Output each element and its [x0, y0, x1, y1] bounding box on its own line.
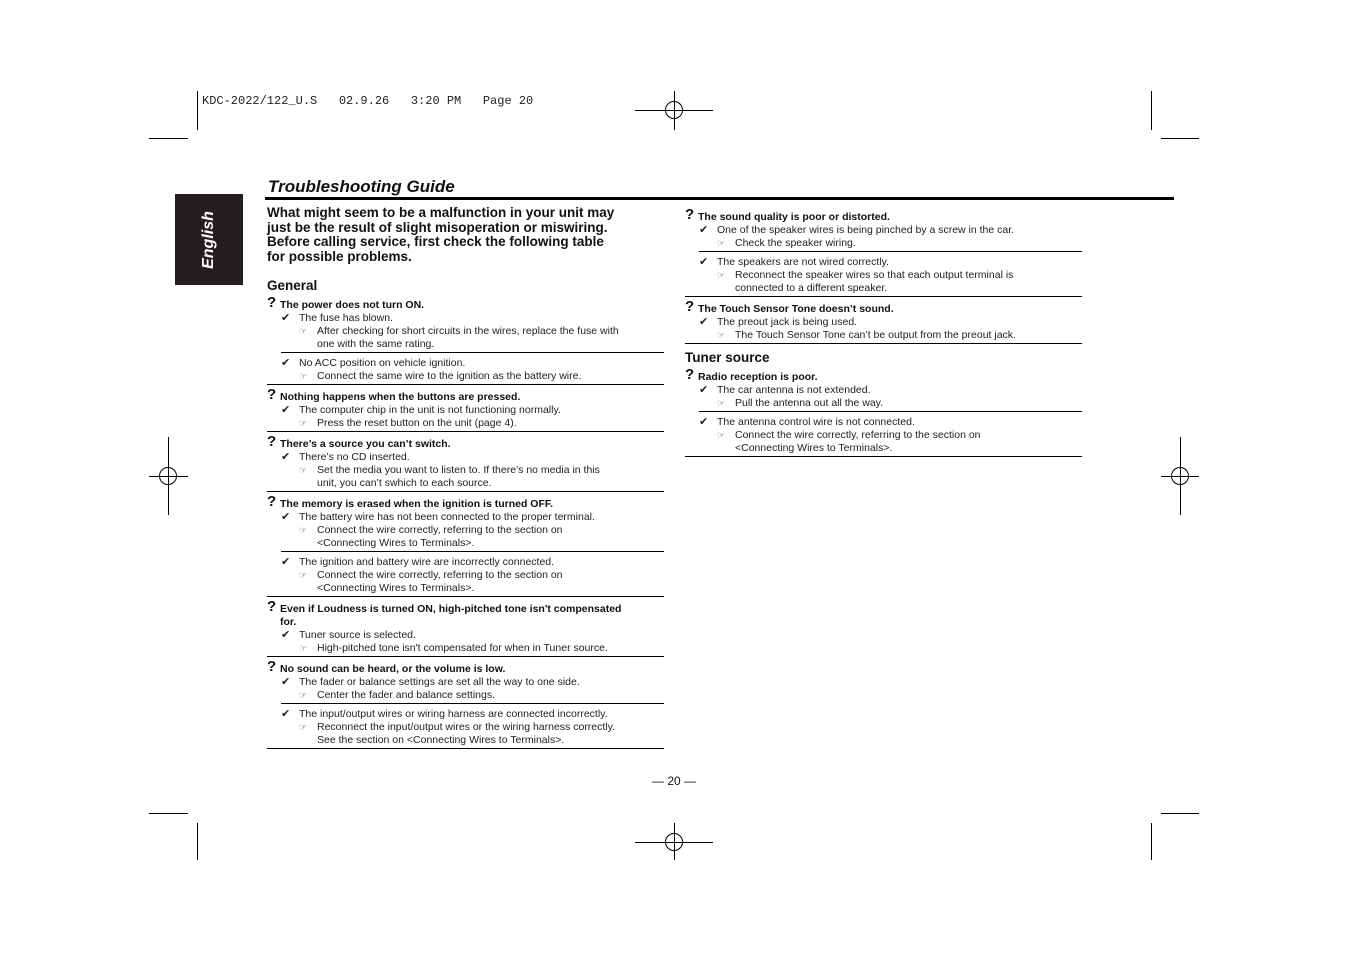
cause-block	[267, 357, 664, 385]
remedy-line	[281, 417, 664, 430]
checkmark-icon: ✔	[281, 676, 291, 688]
checkmark-icon: ✔	[281, 708, 291, 720]
remedy-text: Press the reset button on the unit (page 4).	[317, 417, 517, 429]
remedy-text: After checking for short circuits in the wires, replace the fuse with	[317, 325, 619, 337]
intro-line: just be the result of slight misoperation or miswiring.	[267, 219, 608, 235]
remedy-line	[281, 537, 664, 550]
checkmark-icon: ✔	[281, 357, 291, 369]
remedy-line	[699, 237, 1082, 250]
remedy-line	[281, 689, 664, 702]
pointing-hand-icon: ☞	[717, 398, 726, 408]
problem-title-line: The power does not turn ON.	[280, 299, 425, 311]
cause-text: The car antenna is not extended.	[717, 384, 871, 396]
remedy-text: Set the media you want to listen to. If there’s no media in this	[317, 464, 600, 476]
page-number: — 20 —	[652, 774, 697, 788]
cause-text: The input/output wires or wiring harness are connected incorrectly.	[299, 708, 608, 720]
cause-text: Tuner source is selected.	[299, 629, 416, 641]
intro-line: What might seem to be a malfunction in your unit may	[267, 205, 615, 220]
problem-title	[685, 366, 1082, 384]
remedy-line	[281, 734, 664, 747]
section-heading: Tuner source	[685, 350, 770, 365]
problem-title	[267, 433, 664, 451]
problem-title	[267, 658, 664, 676]
pointing-hand-icon: ☞	[717, 330, 726, 340]
cause-line	[281, 708, 664, 721]
cause-text: The fuse has blown.	[299, 312, 393, 324]
remedy-line	[281, 370, 664, 383]
cause-line	[281, 451, 664, 464]
remedy-line	[281, 338, 664, 351]
remedy-line	[281, 464, 664, 477]
cause-line	[281, 676, 664, 689]
checkmark-icon: ✔	[281, 404, 291, 416]
question-icon: ?	[267, 294, 277, 311]
checkmark-icon: ✔	[699, 416, 709, 428]
title-rule	[265, 197, 1174, 200]
question-icon: ?	[267, 433, 277, 450]
remedy-line	[699, 397, 1082, 410]
checkmark-icon: ✔	[281, 451, 291, 463]
problem-title-line: Radio reception is poor.	[698, 371, 818, 383]
cause-line	[281, 312, 664, 325]
remedy-text: <Connecting Wires to Terminals>.	[735, 442, 893, 454]
crop-mark	[1161, 138, 1199, 139]
remedy-text: See the section on <Connecting Wires to Terminals>.	[317, 734, 565, 746]
cause-line	[699, 416, 1082, 429]
pointing-hand-icon: ☞	[299, 690, 308, 700]
pointing-hand-icon: ☞	[299, 643, 308, 653]
cause-block	[685, 256, 1082, 297]
pointing-hand-icon: ☞	[717, 270, 726, 280]
cause-text: The preout jack is being used.	[717, 316, 858, 328]
cause-text: No ACC position on vehicle ignition.	[299, 357, 466, 369]
remedy-line	[281, 477, 664, 490]
question-icon: ?	[685, 206, 695, 223]
cause-block	[685, 416, 1082, 457]
crop-mark	[1151, 91, 1152, 130]
cause-block	[267, 404, 664, 432]
problem-title-line: for.	[280, 616, 297, 628]
remedy-text: Connect the same wire to the ignition as the battery wire.	[317, 370, 582, 382]
cause-block	[699, 224, 1082, 252]
cause-text: The fader or balance settings are set all the way to one side.	[299, 676, 580, 688]
problem-title	[267, 386, 664, 404]
pointing-hand-icon: ☞	[299, 326, 308, 336]
cause-block	[267, 451, 664, 492]
intro-text	[267, 206, 664, 264]
crop-mark	[149, 813, 188, 814]
remedy-line	[699, 269, 1082, 282]
print-slug: KDC-2022/122_U.S 02.9.26 3:20 PM Page 20	[202, 94, 534, 108]
cause-line	[699, 384, 1082, 397]
cause-block	[281, 676, 664, 704]
checkmark-icon: ✔	[281, 556, 291, 568]
pointing-hand-icon: ☞	[717, 238, 726, 248]
checkmark-icon: ✔	[281, 312, 291, 324]
remedy-line	[281, 582, 664, 595]
remedy-text: unit, you can’t swhich to each source.	[317, 477, 492, 489]
problem-title	[267, 294, 664, 312]
pointing-hand-icon: ☞	[299, 371, 308, 381]
question-icon: ?	[685, 298, 695, 315]
problem-title-line: There’s a source you can’t switch.	[280, 438, 451, 450]
remedy-line	[281, 524, 664, 537]
cause-block	[281, 511, 664, 552]
intro-line: for possible problems.	[267, 248, 412, 264]
pointing-hand-icon: ☞	[299, 525, 308, 535]
cause-block	[699, 384, 1082, 412]
question-icon: ?	[267, 493, 277, 510]
remedy-line	[699, 442, 1082, 455]
question-icon: ?	[267, 386, 277, 403]
remedy-line	[281, 569, 664, 582]
intro-line: Before calling service, first check the following table	[267, 234, 604, 249]
problem-title-line: The Touch Sensor Tone doesn’t sound.	[698, 303, 894, 315]
problem-title	[267, 493, 664, 511]
page-title: Troubleshooting Guide	[268, 177, 455, 196]
remedy-text: Pull the antenna out all the way.	[735, 397, 884, 409]
registration-mark	[1171, 467, 1189, 485]
cause-block	[685, 316, 1082, 344]
cause-line	[699, 224, 1082, 237]
remedy-line	[281, 642, 664, 655]
problem-title-line: Nothing happens when the buttons are pressed.	[280, 391, 521, 403]
checkmark-icon: ✔	[281, 629, 291, 641]
remedy-line	[699, 429, 1082, 442]
question-icon: ?	[267, 598, 277, 615]
crop-mark	[149, 138, 188, 139]
crop-mark	[1151, 823, 1152, 860]
remedy-text: Reconnect the speaker wires so that each output terminal is	[735, 269, 1014, 281]
checkmark-icon: ✔	[699, 316, 709, 328]
remedy-text: Connect the wire correctly, referring to the section on	[735, 429, 981, 441]
problem-title	[685, 298, 1082, 316]
remedy-text: one with the same rating.	[317, 338, 435, 350]
remedy-text: Reconnect the input/output wires or the wiring harness correctly.	[317, 721, 616, 733]
cause-block	[281, 312, 664, 353]
language-label: English	[200, 210, 217, 269]
remedy-line	[699, 329, 1082, 342]
pointing-hand-icon: ☞	[299, 722, 308, 732]
checkmark-icon: ✔	[699, 384, 709, 396]
remedy-text: Center the fader and balance settings.	[317, 689, 496, 701]
pointing-hand-icon: ☞	[299, 418, 308, 428]
crop-mark	[1161, 813, 1199, 814]
problem-title-line: The memory is erased when the ignition is turned OFF.	[280, 498, 554, 510]
cause-text: There’s no CD inserted.	[299, 451, 410, 463]
section-heading: General	[267, 278, 318, 293]
cause-line	[281, 357, 664, 370]
cause-text: The battery wire has not been connected to the proper terminal.	[299, 511, 595, 523]
problem-title-line: The sound quality is poor or distorted.	[698, 211, 890, 223]
remedy-text: connected to a different speaker.	[735, 282, 888, 294]
cause-line	[281, 511, 664, 524]
remedy-line	[281, 721, 664, 734]
cause-line	[281, 404, 664, 417]
cause-line	[281, 629, 664, 642]
cause-block	[267, 556, 664, 597]
problem-title	[267, 598, 664, 629]
cause-block	[267, 629, 664, 657]
remedy-text: <Connecting Wires to Terminals>.	[317, 582, 475, 594]
cause-line	[699, 256, 1082, 269]
registration-mark	[665, 833, 683, 851]
cause-block	[267, 708, 664, 749]
remedy-line	[281, 325, 664, 338]
problem-title	[685, 206, 1082, 224]
cause-line	[281, 556, 664, 569]
language-tab	[175, 194, 243, 285]
cause-text: The ignition and battery wire are incorrectly connected.	[299, 556, 555, 568]
registration-mark	[159, 467, 177, 485]
remedy-text: High-pitched tone isn't compensated for when in Tuner source.	[317, 642, 608, 654]
remedy-text: <Connecting Wires to Terminals>.	[317, 537, 475, 549]
cause-text: The speakers are not wired correctly.	[717, 256, 889, 268]
cause-line	[699, 316, 1082, 329]
cause-text: The computer chip in the unit is not functioning normally.	[299, 404, 561, 416]
remedy-text: Check the speaker wiring.	[735, 237, 856, 249]
cause-text: The antenna control wire is not connected.	[717, 416, 915, 428]
question-icon: ?	[267, 658, 277, 675]
remedy-text: Connect the wire correctly, referring to the section on	[317, 524, 563, 536]
right-column	[685, 207, 1082, 463]
cause-text: One of the speaker wires is being pinched by a screw in the car.	[717, 224, 1015, 236]
pointing-hand-icon: ☞	[299, 570, 308, 580]
remedy-text: The Touch Sensor Tone can’t be output from the preout jack.	[735, 329, 1016, 341]
problem-title-line: Even if Loudness is turned ON, high-pitched tone isn't compensated	[280, 603, 622, 615]
crop-mark	[197, 91, 198, 130]
checkmark-icon: ✔	[699, 224, 709, 236]
remedy-text: Connect the wire correctly, referring to the section on	[317, 569, 563, 581]
pointing-hand-icon: ☞	[299, 465, 308, 475]
remedy-line	[699, 282, 1082, 295]
checkmark-icon: ✔	[281, 511, 291, 523]
left-column	[267, 206, 664, 755]
question-icon: ?	[685, 366, 695, 383]
checkmark-icon: ✔	[699, 256, 709, 268]
problem-title-line: No sound can be heard, or the volume is low.	[280, 663, 506, 675]
registration-mark	[665, 101, 683, 119]
pointing-hand-icon: ☞	[717, 430, 726, 440]
crop-mark	[197, 823, 198, 860]
